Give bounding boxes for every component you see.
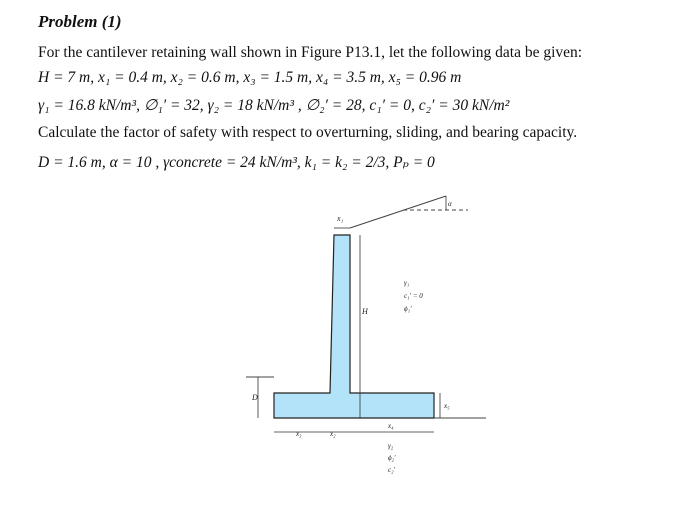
problem-title: Problem (1) [38,12,122,31]
soil-data: γ₁ = 16.8 kN/m³, ∅₁′ = 32, γ₂ = 18 kN/m³ , ∅₂′ = 28, c₁′ = 0, c₂′ = 30 kN/m² [38,97,510,114]
retaining-wall-figure [238,190,488,490]
d-label: D [252,393,258,402]
x2-label: x₂ [330,430,336,438]
x1-label: x₁ [337,214,344,223]
x3-label: x₃ [296,430,302,438]
soil2-cohesion-label: c₂′ [388,466,396,474]
geometry-data: H = 7 m, x₁ = 0.4 m, x₂ = 0.6 m, x₃ = 1.5 m, x₄ = 3.5 m, x₅ = 0.96 m [38,69,462,86]
soil1-friction-angle-label: ϕ₁′ [404,305,412,313]
task-statement: Calculate the factor of safety with respect to overturning, sliding, and bearing capacity. [38,124,578,141]
x5-label: x₅ [444,402,450,410]
soil1-unit-weight-label: γ₁ [404,279,410,287]
x4-label: x₄ [388,422,394,430]
h-label: H [362,307,368,316]
soil2-friction-angle-label: ϕ₂′ [388,454,396,462]
alpha-label: α [448,200,452,208]
retaining-wall-concrete [274,235,434,418]
backfill-slope-line [350,196,446,228]
soil1-cohesion-label: c₁′ = 0 [404,292,423,300]
additional-data: D = 1.6 m, α = 10 , γconcrete = 24 kN/m³, k₁ = k₂ = 2/3, Pₚ = 0 [38,154,435,171]
soil2-unit-weight-label: γ₂ [388,442,394,450]
problem-statement: For the cantilever retaining wall shown in Figure P13.1, let the following data be given: [38,44,583,61]
